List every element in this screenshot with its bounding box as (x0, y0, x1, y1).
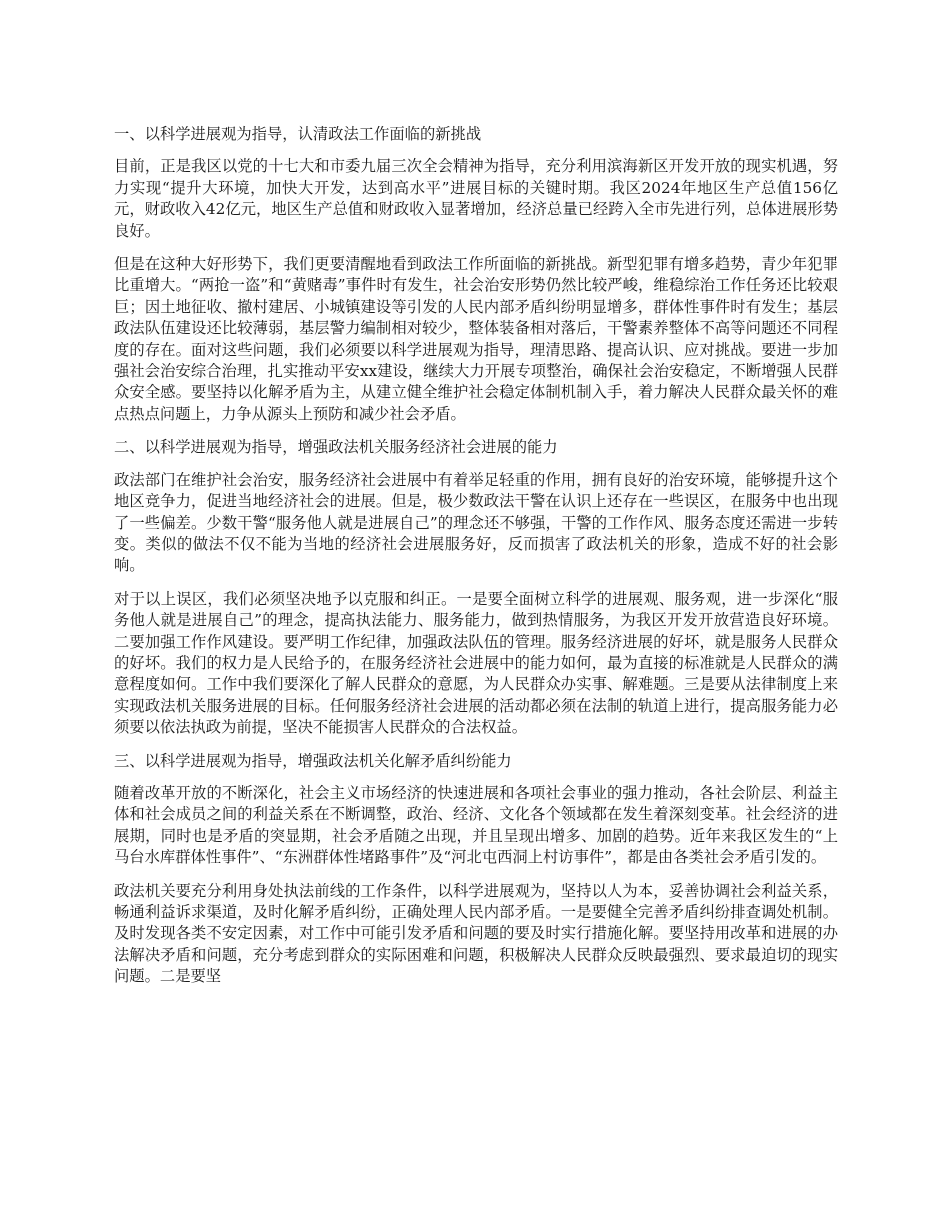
paragraph-3: 政法部门在维护社会治安，服务经济社会进展中有着举足轻重的作用，拥有良好的治安环境，能够提升这个地区竞争力，促进当地经济社会的进展。但是，极少数政法干警在认识上还存在一些误区，在服务中也出现了一些偏差。少数干警“服务他人就是进展自己”的理念还不够强，干警的工作作风、服务态度还需进一步转变。类似的做法不仅不能为当地的经济社会进展服务好，反而损害了政法机关的形象，造成不好的社会影响。 (114, 470, 838, 575)
section-heading-1: 一、以科学进展观为指导，认清政法工作面临的新挑战 (114, 125, 482, 143)
paragraph-5: 随着改革开放的不断深化，社会主义市场经济的快速进展和各项社会事业的强力推动，各社会阶层、利益主体和社会成员之间的利益关系在不断调整，政治、经济、文化各个领域都在发生着深刻变革。社会经济的进展期，同时也是矛盾的突显期，社会矛盾随之出现，并且呈现出增多、加剧的趋势。近年来我区发生的“上马台水库群体性事件”、“东洲群体性堵路事件”及“河北屯西洞上村访事件”，都是由各类社会矛盾引发的。 (114, 783, 838, 867)
paragraph-2: 但是在这种大好形势下，我们更要清醒地看到政法工作所面临的新挑战。新型犯罪有增多趋势，青少年犯罪比重增大。“两抢一盗”和“黄赌毒”事件时有发生，社会治安形势仍然比较严峻，维稳综治工作任务还比较艰巨；因土地征收、撤村建居、小城镇建设等引发的人民内部矛盾纠纷明显增多，群体性事件时有发生；基层政法队伍建设还比较薄弱，基层警力编制相对较少，整体装备相对落后，干警素养整体不高等问题还不同程度的存在。面对这些问题，我们必须要以科学进展观为指导，理清思路、提高认识、应对挑战。要进一步加强社会治安综合治理，扎实推动平安xx建设，继续大力开展专项整治，确保社会治安稳定，不断增强人民群众安全感。要坚持以化解矛盾为主，从建立健全维护社会稳定体制机制入手，着力解决人民群众最关怀的难点热点问题上，力争从源头上预防和减少社会矛盾。 (114, 255, 838, 423)
paragraph-1: 目前，正是我区以党的十七大和市委九届三次全会精神为指导，充分利用滨海新区开发开放的现实机遇，努力实现“提升大环境，加快大开发，达到高水平”进展目标的关键时期。我区2024年地区生产总值156亿元，财政收入42亿元，地区生产总值和财政收入显著增加，经济总量已经跨入全市先进行列，总体进展形势良好。 (114, 157, 838, 240)
document-page (114, 124, 838, 1000)
section-heading-3: 三、以科学进展观为指导，增强政法机关化解矛盾纠纷能力 (114, 751, 512, 770)
section-heading-2: 二、以科学进展观为指导，增强政法机关服务经济社会进展的能力 (114, 438, 558, 457)
paragraph-6: 政法机关要充分利用身处执法前线的工作条件，以科学进展观为，坚持以人为本，妥善协调社会利益关系，畅通利益诉求渠道，及时化解矛盾纠纷，正确处理人民内部矛盾。一是要健全完善矛盾纠纷排查调处机制。及时发现各类不安定因素，对工作中可能引发矛盾和问题的要及时实行措施化解。要坚持用改革和进展的办法解决矛盾和问题，充分考虑到群众的实际困难和问题，积极解决人民群众反映最强烈、要求最迫切的现实问题。二是要坚 (114, 881, 838, 986)
paragraph-4: 对于以上误区，我们必须坚决地予以克服和纠正。一是要全面树立科学的进展观、服务观，进一步深化“服务他人就是进展自己”的理念，提高执法能力、服务能力，做到热情服务，为我区开发开放营造良好环境。二要加强工作作风建设。要严明工作纪律，加强政法队伍的管理。服务经济进展的好坏，就是服务人民群众的好坏。我们的权力是人民给予的，在服务经济社会进展中的能力如何，最为直接的标准就是人民群众的满意程度如何。工作中我们要深化了解人民群众的意愿，为人民群众办实事、解难题。三是要从法律制度上来实现政法机关服务进展的目标。任何服务经济社会进展的活动都必须在法制的轨道上进行，提高服务能力必须要以依法执政为前提，坚决不能损害人民群众的合法权益。 (114, 589, 838, 737)
